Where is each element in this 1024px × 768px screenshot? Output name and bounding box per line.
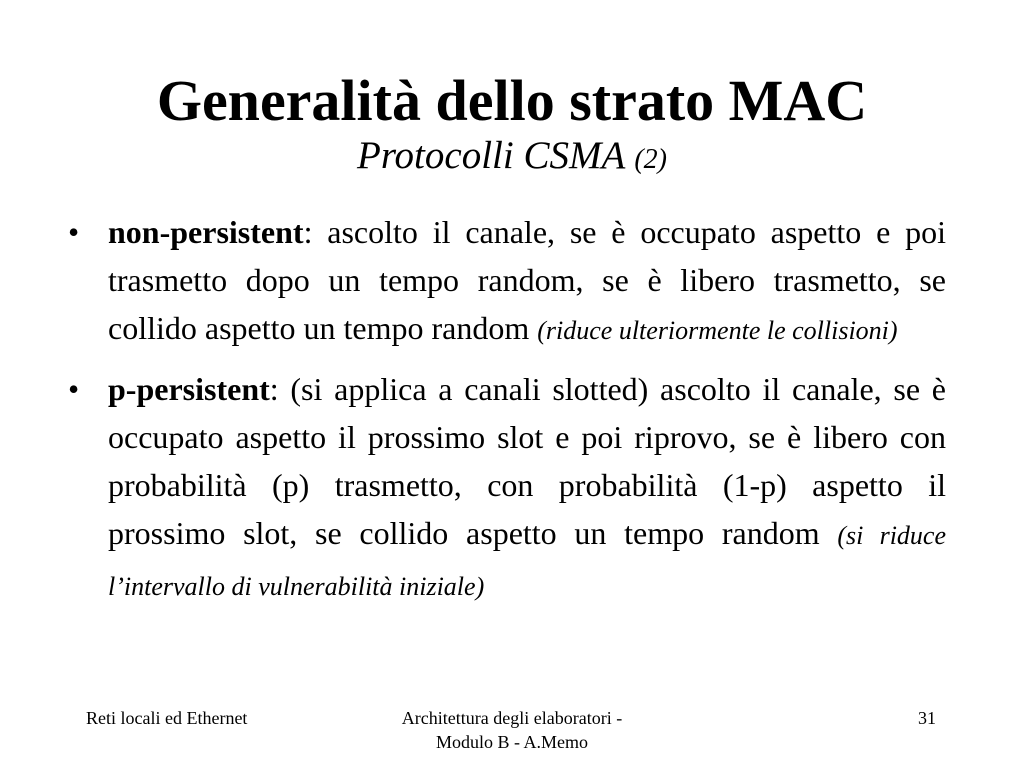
footer-center-line1: Architettura degli elaboratori - <box>401 708 623 728</box>
footer-left: Reti locali ed Ethernet <box>86 708 248 728</box>
bullet-list <box>68 208 946 621</box>
bullet-note: (si riduce l’intervallo di vulnerabilità iniziale) <box>108 521 947 601</box>
bullet-symbol: • <box>68 371 80 407</box>
title-block <box>0 68 1024 182</box>
subtitle-number: (2) <box>634 144 667 175</box>
footer-center-line2: Modulo B - A.Memo <box>435 732 588 752</box>
bullet-item-p-persistent <box>68 365 946 611</box>
bullet-term: p-persistent <box>108 371 270 407</box>
page-number: 31 <box>918 708 936 728</box>
bullet-text: : ascolto il canale, se è occupato aspetto e poi trasmetto dopo un tempo random, se è libero trasmetto, se collido aspetto un tempo random <box>108 214 946 346</box>
bullet-item-non-persistent <box>68 208 946 355</box>
bullet-text: : (si applica a canali slotted) ascolto il canale, se è occupato aspetto il prossimo slot e poi riprovo, se è libero con probabilità (p) trasmetto, con probabilità (1-p) aspetto il prossimo slot, se collido aspetto un tempo random <box>108 371 946 551</box>
slide-title: Generalità dello strato MAC <box>156 68 868 133</box>
subtitle-text: Protocolli CSMA <box>357 134 625 177</box>
bullet-note: (riduce ulteriormente le collisioni) <box>537 316 898 345</box>
bullet-term: non-persistent <box>108 214 304 250</box>
footer-center <box>360 706 664 754</box>
bullet-symbol: • <box>68 214 80 250</box>
slide-subtitle <box>0 134 1024 182</box>
